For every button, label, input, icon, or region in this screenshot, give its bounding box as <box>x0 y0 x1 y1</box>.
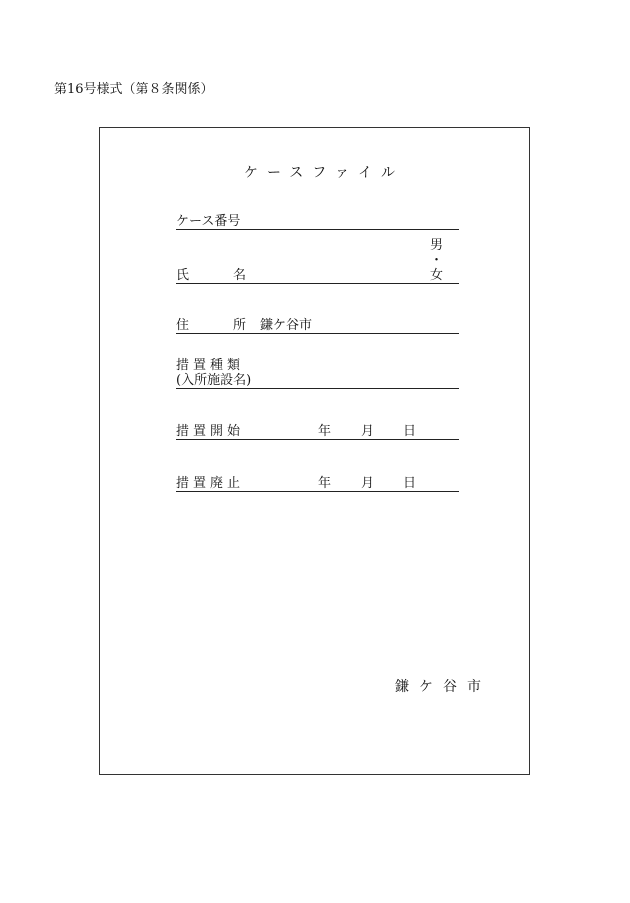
document-title: ケースファイル <box>244 165 405 181</box>
name-label-second: 名 <box>233 268 247 283</box>
measure-type-label: 措置種類 <box>176 358 245 373</box>
measure-start-line <box>176 439 459 440</box>
sex-male-option: 男 <box>430 238 444 253</box>
measure-end-month: 月 <box>361 476 375 491</box>
measure-end-label: 措置廃止 <box>176 476 245 491</box>
facility-name-label: (入所施設名) <box>176 373 252 388</box>
form-number-label: 第16号様式（第８条関係） <box>54 82 214 97</box>
measure-start-day: 日 <box>403 424 417 439</box>
case-number-label: ケース番号 <box>176 214 241 229</box>
measure-end-line <box>176 491 459 492</box>
sex-separator: ・ <box>430 253 444 268</box>
address-value: 鎌ケ谷市 <box>260 318 313 333</box>
address-label-second: 所 <box>233 318 247 333</box>
measure-end-day: 日 <box>403 476 417 491</box>
issuer-city-name: 鎌ケ谷市 <box>395 679 491 695</box>
measure-end-year: 年 <box>318 476 332 491</box>
case-number-line <box>176 229 459 230</box>
sex-female-option: 女 <box>430 268 444 283</box>
address-label-first: 住 <box>176 318 190 333</box>
name-label-first: 氏 <box>176 268 190 283</box>
measure-type-line <box>176 388 459 389</box>
name-line <box>176 283 459 284</box>
measure-start-month: 月 <box>361 424 375 439</box>
address-line <box>176 333 459 334</box>
measure-start-year: 年 <box>318 424 332 439</box>
measure-start-label: 措置開始 <box>176 424 245 439</box>
